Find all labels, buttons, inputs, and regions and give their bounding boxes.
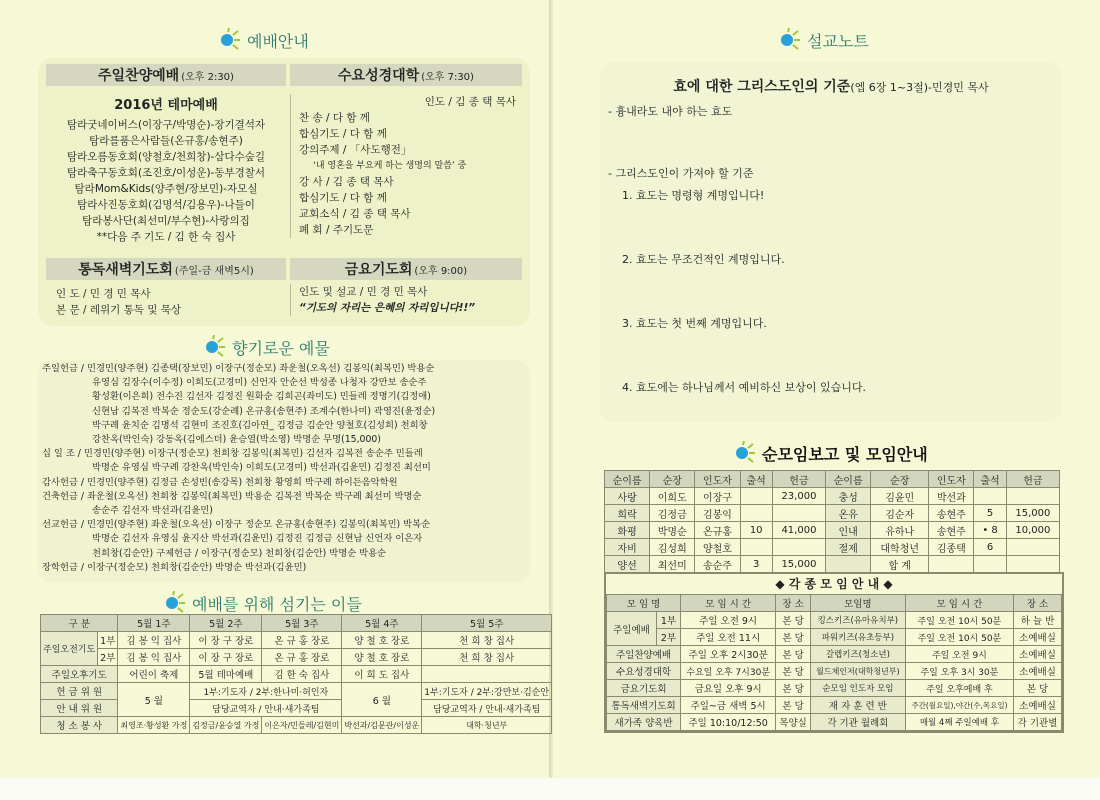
group-report-table bbox=[604, 470, 1060, 573]
theme-line: 탐라Mom&Kids(양주현/장보민)-자모실 bbox=[74, 183, 258, 195]
meetings-header: 모 임 명 bbox=[607, 595, 681, 612]
cell: 송현주 bbox=[929, 505, 974, 522]
friday-block bbox=[290, 284, 522, 316]
sermon-heading bbox=[775, 27, 869, 53]
friday-title: 금요기도회 bbox=[344, 262, 413, 278]
cell: 사랑 bbox=[605, 488, 650, 505]
group-header: 출석 bbox=[740, 471, 772, 488]
cell bbox=[1006, 556, 1059, 573]
servers-heading-text: 예배를 위해 섬기는 이들 bbox=[192, 594, 362, 614]
cell: 김성희 bbox=[650, 539, 695, 556]
wed-line: ‘내 영혼을 부요케 하는 생명의 말씀’ 중 bbox=[313, 161, 467, 171]
table-row bbox=[41, 683, 552, 700]
offering-line: 감사헌금 / 민경민(양주현) 김정금 손성빈(송강목) 천희창 황영희 박구례 하이든음악학원 bbox=[42, 476, 398, 488]
cell: 합 계 bbox=[871, 556, 929, 573]
theme-line: 탐라봉사단(최선미/부수현)-사랑의집 bbox=[82, 215, 250, 227]
cell: 2부 bbox=[656, 629, 680, 646]
theme-line: 탐라를품은사람들(온규홍/송현주) bbox=[89, 135, 243, 147]
sunday-block bbox=[46, 94, 286, 245]
friday-motto: “기도의 자리는 은혜의 자리입니다!!” bbox=[299, 302, 476, 314]
cell: 주일 오후 3시 30분 bbox=[905, 663, 1013, 680]
cell: 각 기관별 bbox=[1014, 714, 1062, 731]
dawn-title: 통독새벽기도회 bbox=[78, 262, 173, 278]
offering-line: 박명순 유영심 박구례 강찬옥(박인숙) 이희도(고경미) 박선과(김윤민) 김정진 최선미 bbox=[92, 462, 431, 474]
cell: 1부:기도자 / 2부:한나미·허인자 bbox=[190, 683, 342, 700]
wednesday-time: (오후 7:30) bbox=[421, 71, 474, 83]
friday-line: 인도 및 설교 / 민 경 민 목사 bbox=[299, 286, 428, 298]
cell: 김정금/윤승열 가정 bbox=[190, 717, 262, 734]
wed-line: 폐 회 / 주기도문 bbox=[299, 224, 374, 236]
cell: 주일 오전 9시 bbox=[681, 612, 776, 629]
meetings-header: 모 임 시 간 bbox=[905, 595, 1013, 612]
cell: 천 희 창 집사 bbox=[422, 632, 552, 649]
theme-line: 탐라사진동호회(김명석/김용우)-나들이 bbox=[77, 199, 255, 211]
cell bbox=[929, 556, 974, 573]
cell: 절제 bbox=[826, 539, 871, 556]
cell: 온 규 홍 장로 bbox=[262, 649, 342, 666]
meetings-header: 장 소 bbox=[1014, 595, 1062, 612]
cell: 양철호 bbox=[695, 539, 740, 556]
cell: 소예배실 bbox=[1014, 646, 1062, 663]
table-row bbox=[41, 649, 552, 666]
row-label: 주일오전기도 bbox=[41, 632, 98, 666]
meeting-name: 재 자 훈 련 반 bbox=[810, 697, 905, 714]
cell: 화평 bbox=[605, 522, 650, 539]
meeting-name: 순모임 인도자 모임 bbox=[810, 680, 905, 697]
cell bbox=[740, 488, 772, 505]
cell: 소예배실 bbox=[1014, 629, 1062, 646]
servers-header: 5월 4주 bbox=[342, 615, 422, 632]
cell: 이 장 구 장로 bbox=[190, 632, 262, 649]
cell: 본 당 bbox=[776, 680, 811, 697]
table-row bbox=[41, 666, 552, 683]
cell: 이장구 bbox=[695, 488, 740, 505]
theme-line: 탐라오름동호회(양철호/천희창)-삼다수숲길 bbox=[66, 151, 266, 163]
group-header: 헌금 bbox=[772, 471, 825, 488]
offering-line: 송순주 김선자 박선과(김윤민) bbox=[92, 505, 213, 517]
cell: 송현주 bbox=[929, 522, 974, 539]
servers-header: 5월 5주 bbox=[422, 615, 552, 632]
cell: 주일 오전 9시 bbox=[905, 646, 1013, 663]
cell: 주일 오후예배 후 bbox=[905, 680, 1013, 697]
sermon-point: 4. 효도에는 하나님께서 예비하신 보상이 있습니다. bbox=[622, 381, 866, 394]
cell: 자비 bbox=[605, 539, 650, 556]
wed-line: 합심기도 / 다 함 께 bbox=[299, 128, 387, 140]
wed-line: 강의주제 / 「사도행전」 bbox=[299, 144, 412, 156]
cell: 박선과 bbox=[929, 488, 974, 505]
cell: 주일 오전 10시 50분 bbox=[905, 629, 1013, 646]
table-row bbox=[605, 556, 1060, 573]
offering-line: 신현남 김복전 박복순 정순도(강순례) 온규홍(송현주) 조계수(한나미) 곽영진(윤정순) bbox=[92, 405, 436, 417]
church-logo-icon bbox=[200, 334, 226, 360]
cell: 김윤민 bbox=[871, 488, 929, 505]
cell: 5월 테마예배 bbox=[190, 666, 262, 683]
row-label: 주일오후기도 bbox=[41, 666, 118, 683]
table-row bbox=[607, 680, 1062, 697]
meetings-box bbox=[604, 572, 1064, 733]
prayer-next-week: **다음 주 기도 / 김 한 숙 집사 bbox=[96, 231, 236, 243]
cell bbox=[974, 488, 1006, 505]
offering-line: 선교헌금 / 민경민(양주현) 좌운철(오옥선) 이장구 정순모 온규홍(송현주) 김봉익(최복민) 박복순 bbox=[42, 519, 431, 531]
group-header: 순장 bbox=[650, 471, 695, 488]
cell: 주일 오전 10시 50분 bbox=[905, 612, 1013, 629]
group-header: 순이름 bbox=[605, 471, 650, 488]
cell: 박명순 bbox=[650, 522, 695, 539]
sunday-bar bbox=[46, 64, 286, 86]
cell: 주일~금 새벽 5시 bbox=[681, 697, 776, 714]
offering-line: 박명순 김선자 유영심 윤지산 박선과(김윤민) 김정진 김정금 신현남 신언자 이은자 bbox=[92, 533, 423, 545]
cell: 김정금 bbox=[650, 505, 695, 522]
cell: 김 한 숙 집사 bbox=[262, 666, 342, 683]
cell: 대학청년 bbox=[871, 539, 929, 556]
row-label: 안 내 위 원 bbox=[41, 700, 118, 717]
wed-line: 인도 / 김 종 택 목사 bbox=[424, 96, 516, 108]
cell: 김 봉 익 집사 bbox=[118, 632, 190, 649]
theme-title: 2016년 테마예배 bbox=[114, 98, 218, 113]
meetings-table bbox=[606, 594, 1062, 731]
meeting-name: 주일찬양예배 bbox=[607, 646, 681, 663]
table-row bbox=[607, 663, 1062, 680]
table-row bbox=[605, 522, 1060, 539]
cell: 본 당 bbox=[776, 612, 811, 629]
meeting-name: 새가족 양육반 bbox=[607, 714, 681, 731]
table-row bbox=[607, 629, 1062, 646]
meeting-name: 월드체인저(대학청년부) bbox=[810, 663, 905, 680]
cell: 온규홍 bbox=[695, 522, 740, 539]
table-row bbox=[41, 700, 552, 717]
wed-line: 강 사 / 김 종 택 목사 bbox=[299, 176, 394, 188]
meetings-header: 모 임 시 간 bbox=[681, 595, 776, 612]
meeting-name: 수요성경대학 bbox=[607, 663, 681, 680]
cell: 본 당 bbox=[776, 629, 811, 646]
cell: 15,000 bbox=[1006, 505, 1059, 522]
meeting-name: 갈렙키즈(청소년) bbox=[810, 646, 905, 663]
offering-heading bbox=[200, 334, 330, 360]
cell: 본 당 bbox=[776, 697, 811, 714]
offering-line: 주일헌금 / 민경민(양주현) 김종택(장보민) 이장구(정순모) 좌운철(오옥선) 김봉익(최복민) 박용순 bbox=[42, 363, 435, 374]
cell: 금요일 오후 9시 bbox=[681, 680, 776, 697]
cell: 15,000 bbox=[772, 556, 825, 573]
cell: 6 월 bbox=[342, 683, 422, 717]
meetings-title: ◆ 각 종 모 임 안 내 ◆ bbox=[775, 577, 893, 591]
cell: 목양실 bbox=[776, 714, 811, 731]
cell: 양 철 호 장로 bbox=[342, 632, 422, 649]
group-header: 순이름 bbox=[826, 471, 871, 488]
cell: 10 bbox=[740, 522, 772, 539]
sermon-heading-text: 설교노트 bbox=[807, 31, 869, 51]
sermon-point: 2. 효도는 무조건적인 계명입니다. bbox=[622, 253, 785, 266]
offering-list bbox=[42, 362, 526, 575]
sunday-title: 주일찬양예배 bbox=[98, 68, 180, 84]
church-logo-icon bbox=[215, 27, 241, 53]
worship-heading bbox=[215, 27, 309, 53]
meeting-name: 금요기도회 bbox=[607, 680, 681, 697]
cell bbox=[740, 539, 772, 556]
worship-heading-text: 예배안내 bbox=[247, 31, 309, 51]
servers-heading bbox=[160, 590, 362, 616]
cell bbox=[772, 505, 825, 522]
cell: 김 봉 익 집사 bbox=[118, 649, 190, 666]
sunday-time: (오후 2:30) bbox=[181, 71, 234, 83]
dawn-bar bbox=[46, 258, 286, 280]
cell: 담당교역자 / 안내·새가족팀 bbox=[190, 700, 342, 717]
cell: 소예배실 bbox=[1014, 697, 1062, 714]
group-header: 인도자 bbox=[929, 471, 974, 488]
cell: 주일 10:10/12:50 bbox=[681, 714, 776, 731]
group-heading bbox=[730, 440, 928, 466]
church-logo-icon bbox=[160, 590, 186, 616]
cell: 5 bbox=[974, 505, 1006, 522]
meeting-name: 파워키즈(유초등부) bbox=[810, 629, 905, 646]
meeting-name: 각 기관 월례회 bbox=[810, 714, 905, 731]
meeting-name: 통독새벽기도회 bbox=[607, 697, 681, 714]
servers-table-wrap bbox=[40, 614, 552, 734]
table-row bbox=[605, 488, 1060, 505]
wednesday-bar bbox=[290, 64, 522, 86]
friday-bar bbox=[290, 258, 522, 280]
group-header: 인도자 bbox=[695, 471, 740, 488]
group-table-wrap bbox=[604, 470, 1060, 573]
table-row bbox=[41, 717, 552, 734]
dawn-block bbox=[56, 286, 181, 318]
cell: 온유 bbox=[826, 505, 871, 522]
cell: 온 규 홍 장로 bbox=[262, 632, 342, 649]
row-label: 헌 금 위 원 bbox=[41, 683, 118, 700]
cell: 하 늘 반 bbox=[1014, 612, 1062, 629]
cell: 본 당 bbox=[776, 646, 811, 663]
cell bbox=[1006, 539, 1059, 556]
table-row bbox=[41, 632, 552, 649]
cell: 최영조·황성환 가정 bbox=[118, 717, 190, 734]
cell: 주간(월요일),야간(수,목요일) bbox=[905, 697, 1013, 714]
table-row bbox=[607, 714, 1062, 731]
servers-header: 구 분 bbox=[41, 615, 118, 632]
cell: 23,000 bbox=[772, 488, 825, 505]
meetings-header: 모임명 bbox=[810, 595, 905, 612]
cell: 주일 오전 11시 bbox=[681, 629, 776, 646]
cell: 송순주 bbox=[695, 556, 740, 573]
offering-panel bbox=[38, 360, 530, 582]
friday-time: (오후 9:00) bbox=[414, 265, 468, 277]
cell: 10,000 bbox=[1006, 522, 1059, 539]
cell: 이 희 도 집사 bbox=[342, 666, 422, 683]
table-row bbox=[605, 505, 1060, 522]
cell: 양 철 호 장로 bbox=[342, 649, 422, 666]
servers-header: 5월 2주 bbox=[190, 615, 262, 632]
offering-line: 장학헌금 / 이장구(정순모) 천희창(김순안) 박명순 박선과(김윤민) bbox=[42, 561, 307, 573]
group-heading-text: 순모임보고 및 모임안내 bbox=[762, 444, 928, 464]
cell: 1부 bbox=[656, 612, 680, 629]
cell: 이희도 bbox=[650, 488, 695, 505]
cell: 6 bbox=[974, 539, 1006, 556]
cell: 천 희 창 집사 bbox=[422, 649, 552, 666]
dawn-line: 인 도 / 민 경 민 목사 bbox=[56, 288, 151, 300]
cell: 이 장 구 장로 bbox=[190, 649, 262, 666]
cell bbox=[826, 556, 871, 573]
wed-line: 찬 송 / 다 함 께 bbox=[299, 112, 370, 124]
wed-line: 교회소식 / 김 종 택 목사 bbox=[299, 208, 411, 220]
table-row bbox=[607, 697, 1062, 714]
sermon-point: 1. 효도는 명령형 계명입니다! bbox=[622, 189, 765, 202]
servers-header: 5월 3주 bbox=[262, 615, 342, 632]
sermon-title-row bbox=[600, 76, 1062, 96]
cell: 1부 bbox=[98, 632, 118, 649]
cell: 5 월 bbox=[118, 683, 190, 717]
meeting-name: 주일예배 bbox=[607, 612, 657, 646]
cell: 매월 4째 주일예배 후 bbox=[905, 714, 1013, 731]
worship-panel bbox=[38, 58, 530, 326]
sermon-point: - 흉내라도 내야 하는 효도 bbox=[608, 105, 733, 118]
sermon-reference: (엡 6장 1~3절)-민경민 목사 bbox=[850, 81, 989, 94]
offering-line: 박구례 윤치순 김명석 김현미 조진호(김아연_ 김정금 김순안 양철호(김성희) 천희창 bbox=[92, 419, 428, 431]
dawn-time: (주일-금 새벽5시) bbox=[174, 265, 254, 277]
dawn-line: 본 문 / 레위기 통독 및 묵상 bbox=[56, 304, 181, 316]
sermon-title: 효에 대한 그리스도인의 기준 bbox=[673, 79, 851, 95]
cell: 담당교역자 / 안내·새가족팀 bbox=[422, 700, 552, 717]
cell: 충성 bbox=[826, 488, 871, 505]
cell: 양선 bbox=[605, 556, 650, 573]
meetings-header: 장 소 bbox=[776, 595, 811, 612]
cell: 인내 bbox=[826, 522, 871, 539]
cell: • 8 bbox=[974, 522, 1006, 539]
table-row bbox=[607, 646, 1062, 663]
cell: 대학·청년부 bbox=[422, 717, 552, 734]
wednesday-title: 수요성경대학 bbox=[338, 68, 420, 84]
cell: 최선미 bbox=[650, 556, 695, 573]
cell bbox=[974, 556, 1006, 573]
cell bbox=[740, 505, 772, 522]
wednesday-block bbox=[290, 94, 522, 238]
cell: 박선과/김문관/이성운 bbox=[342, 717, 422, 734]
cell: 수요일 오후 7시30분 bbox=[681, 663, 776, 680]
servers-header: 5월 1주 bbox=[118, 615, 190, 632]
meeting-name: 킹스키즈(유아유치부) bbox=[810, 612, 905, 629]
offering-line: 유영심 김장수(이수정) 이희도(고경미) 신언자 안순선 박성종 나청자 강만보 송순주 bbox=[92, 377, 427, 389]
table-row bbox=[607, 612, 1062, 629]
cell: 어린이 축제 bbox=[118, 666, 190, 683]
cell: 주일 오후 2시30분 bbox=[681, 646, 776, 663]
cell: 본 당 bbox=[1014, 680, 1062, 697]
sermon-panel bbox=[600, 62, 1062, 422]
cell: 2부 bbox=[98, 649, 118, 666]
wed-line: 합심기도 / 다 함 께 bbox=[299, 192, 387, 204]
cell: 김종택 bbox=[929, 539, 974, 556]
table-row bbox=[605, 539, 1060, 556]
group-header: 순장 bbox=[871, 471, 929, 488]
cell: 1부:기도자 / 2부:강만보·김순안 bbox=[422, 683, 552, 700]
servers-table bbox=[40, 614, 552, 734]
offering-line: 강찬옥(박인숙) 강동옥(김에스더) 윤승열(박소영) 박명순 무명(15,000) bbox=[92, 434, 381, 446]
cell: 김순자 bbox=[871, 505, 929, 522]
offering-line: 황성환(이은희) 전수진 김선자 김정진 원화순 김희곤(좌미도) 민들레 정명기(김정애) bbox=[92, 391, 431, 403]
sermon-point: - 그리스도인이 가져야 할 기준 bbox=[608, 167, 754, 180]
cell bbox=[1006, 488, 1059, 505]
group-header: 출석 bbox=[974, 471, 1006, 488]
church-logo-icon bbox=[730, 440, 756, 466]
offering-heading-text: 향기로운 예물 bbox=[232, 338, 330, 358]
theme-line: 탐라굿네이버스(이장구/박명순)-장기결석자 bbox=[66, 119, 266, 131]
theme-line: 탐라축구동호회(조진호/이성운)-동부경찰서 bbox=[66, 167, 266, 179]
cell: 41,000 bbox=[772, 522, 825, 539]
cell: 이은자/민들레/김현미 bbox=[262, 717, 342, 734]
cell: 김봉익 bbox=[695, 505, 740, 522]
church-logo-icon bbox=[775, 27, 801, 53]
group-header: 헌금 bbox=[1006, 471, 1059, 488]
cell: 본 당 bbox=[776, 663, 811, 680]
row-label: 청 소 봉 사 bbox=[41, 717, 118, 734]
cell: 유하나 bbox=[871, 522, 929, 539]
cell: 3 bbox=[740, 556, 772, 573]
cell: 희락 bbox=[605, 505, 650, 522]
offering-line: 십 일 조 / 민경민(양주현) 이장구(정순모) 천희창 김봉익(최복민) 김선자 김복전 송순주 민들레 bbox=[42, 448, 423, 460]
sermon-point: 3. 효도는 첫 번째 계명입니다. bbox=[622, 317, 767, 330]
cell: 소예배실 bbox=[1014, 663, 1062, 680]
cell bbox=[772, 539, 825, 556]
offering-line: 건축헌금 / 좌운철(오옥선) 천희창 김봉익(최복민) 박용순 김복전 박복순 박구례 최선미 박명순 bbox=[42, 490, 422, 502]
offering-line: 천희창(김순안) 구제헌금 / 이장구(정순모) 천희창(김순안) 박명순 박용순 bbox=[92, 547, 387, 559]
page-bottom-margin bbox=[0, 778, 1100, 800]
